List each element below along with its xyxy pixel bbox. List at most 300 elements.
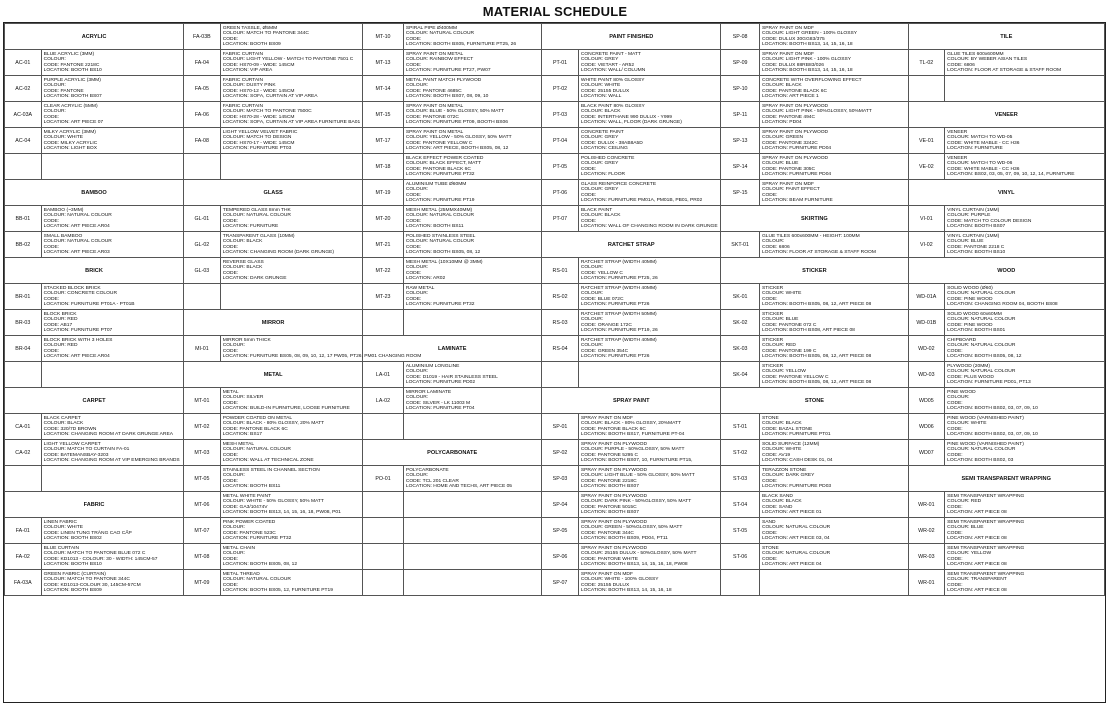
description-line: CODE: (947, 400, 963, 406)
material-description (41, 518, 183, 544)
description-line: CODE: (222, 270, 239, 276)
description-line: CODE: GA3/10474V (222, 504, 268, 510)
description-line: ALUMINIUM LONGLINE (405, 363, 460, 369)
material-code: CA-02 (5, 440, 42, 466)
material-description (578, 440, 720, 466)
material-code: PT-06 (542, 180, 579, 206)
description-line: STICKER (761, 285, 784, 291)
material-code: MT-20 (363, 206, 404, 232)
description-line: LOCATION: FURNITURE PT26 (580, 301, 650, 307)
material-description (41, 414, 183, 440)
material-description (41, 544, 183, 570)
description-line: LOCATION: FURNITURE PT26 (580, 353, 650, 359)
description-line: CODE: 25155 DULUX (580, 88, 630, 94)
empty-description-cell (578, 362, 720, 388)
description-line: CODE: INTERTHANE 990 DULUX - Y999 (580, 114, 672, 120)
material-code: MT-19 (363, 180, 404, 206)
description-line: CODE: (43, 296, 60, 302)
description-line: COLOUR: (580, 343, 604, 349)
material-description (945, 362, 1105, 388)
description-line: CODE: PANTONE 072 C (761, 322, 817, 328)
description-line: COLOUR: WHITE (761, 291, 802, 297)
description-line: LOCATION: BOOTH BS05, 08, 12 (405, 249, 481, 255)
description-line: CODE: KD1013 - COLOUR: 30 - WIDTH: 145CM-57 (43, 556, 158, 562)
material-code: FA-02 (5, 544, 42, 570)
empty-code-cell (542, 362, 579, 388)
description-line: LOCATION: SOFA, CURTAIN AT VIP AREA (222, 93, 318, 99)
material-code: RS-02 (542, 284, 579, 310)
category-heading: TILE (908, 24, 1104, 50)
description-line: COLOUR: YELLOW (761, 369, 806, 375)
description-line: LOCATION: ART PIECE 08 (947, 561, 1007, 567)
description-line: COLOUR: NATURAL COLOUR (405, 213, 475, 219)
description-line: LOCATION: BOOTH BS02, 03, 07, 09, 10 (947, 405, 1038, 411)
description-line: COLOUR: GREEN - 50%GLOSSY, 50% MATT (580, 525, 683, 531)
description-line: LOCATION: ART PIECE 1 (761, 93, 819, 99)
description-line: LOCATION: ART PIECE 08 (947, 535, 1007, 541)
material-code: MT-15 (363, 102, 404, 128)
description-line: COLOUR: (43, 109, 66, 115)
schedule-row (5, 180, 1105, 206)
description-line: COLOUR: MATCH TO PANTONE 7500C (222, 109, 312, 115)
material-description (759, 50, 908, 76)
description-line: CODE: PANTONE 072C (405, 114, 459, 120)
category-heading: LAMINATE (363, 336, 542, 362)
description-line: COLOUR: WHITE - 50% GLOSSY, 50% MATT (222, 499, 324, 505)
material-description (41, 336, 183, 362)
description-line: CODE: ORANGE 172C (580, 322, 632, 328)
material-code: SP-10 (721, 76, 760, 102)
material-description (41, 76, 183, 102)
description-line: METAL (222, 389, 239, 395)
material-code: MT-03 (184, 440, 221, 466)
material-description (945, 414, 1105, 440)
material-code: ST-04 (721, 492, 760, 518)
description-line: SPRAY PAINT ON PLYWOOD (761, 103, 829, 109)
material-code: FA-08 (184, 128, 221, 154)
material-code: SP-08 (721, 24, 760, 50)
description-line: LOCATION: WALL OF CHANGING ROOM IN DARK GRUNGE (580, 223, 718, 229)
material-description (759, 154, 908, 180)
description-line: COLOUR: BLACK (580, 213, 621, 219)
description-line: COLOUR: NATURAL COLOUR (947, 317, 1016, 323)
schedule-row (5, 128, 1105, 154)
material-code: MT-02 (184, 414, 221, 440)
description-line: COLOUR: MATCH TO PANTONE 344C (43, 577, 130, 583)
description-line: COLOUR: BLUE (947, 525, 984, 531)
description-line: CODE: PLUS WOOD (947, 374, 994, 380)
schedule-row (5, 544, 1105, 570)
material-code: PT-07 (542, 206, 579, 232)
empty-code-cell (363, 414, 404, 440)
empty-description-cell (403, 518, 541, 544)
description-line: COLOUR: NATURAL COLOUR (947, 369, 1016, 375)
description-line: CODE: (405, 36, 422, 42)
description-line: SOLID SURFACE (12MM) (761, 441, 820, 447)
description-line: CODE: BLUE 072C (580, 296, 624, 302)
description-line: VINYL CURTAIN (1MM) (947, 233, 1000, 239)
material-code: BR-01 (5, 284, 42, 310)
description-line: MESH METAL (25MMX40MM) (405, 207, 473, 213)
material-code: WD07 (908, 440, 945, 466)
description-line: LOCATION: BOOTH BS05, 08, 12 (222, 561, 298, 567)
description-line: LOCATION: BOOTH BS09 (222, 41, 281, 47)
schedule-row (5, 570, 1105, 596)
description-line: GLASS REINFORCE CONCRETE (580, 181, 657, 187)
material-description (403, 284, 541, 310)
material-description (41, 232, 183, 258)
description-line: BLACK CARPET (43, 415, 81, 421)
material-code: SK-04 (721, 362, 760, 388)
description-line: COLOUR: BLACK (43, 421, 84, 427)
empty-description-cell (403, 492, 541, 518)
material-code: VI-01 (908, 206, 945, 232)
material-description (759, 414, 908, 440)
description-line: STONE (761, 415, 779, 421)
category-heading: BRICK (5, 258, 184, 284)
material-description (220, 102, 362, 128)
description-line: COLOUR: TRANSPARENT (947, 577, 1007, 583)
description-line: LOCATION: BOOTH BS01 (947, 327, 1006, 333)
description-line: WHITE PAINT 80% GLOSSY (580, 77, 645, 83)
material-description (220, 414, 362, 440)
category-heading: CARPET (5, 388, 184, 414)
material-description (759, 310, 908, 336)
description-line: LOCATION: FURNITURE PT19 (405, 197, 475, 203)
material-code: MT-09 (184, 570, 221, 596)
description-line: PINE WOOD (VARNISHED PAINT) (947, 441, 1024, 447)
material-description (220, 76, 362, 102)
material-code: PT-03 (542, 102, 579, 128)
description-line: STONE (761, 545, 779, 551)
schedule-row (5, 24, 1105, 50)
description-line: SPRAY PAINT ON MDF (761, 25, 815, 31)
description-line: COLOUR: DARK GREY (761, 473, 815, 479)
material-description (220, 544, 362, 570)
description-line: COLOUR: BLACK (761, 499, 802, 505)
description-line: LINEN FABRIC (43, 519, 78, 525)
material-description (578, 284, 720, 310)
material-schedule-table (4, 23, 1105, 596)
description-line: STICKER (761, 311, 784, 317)
material-code: PO-01 (363, 466, 404, 492)
description-line: VINYL CURTAIN (1MM) (947, 207, 1000, 213)
material-code: BR-04 (5, 336, 42, 362)
description-line: LOCATION: BOOTH BS07 (580, 483, 639, 489)
description-line: PLYWOOD (20MM) (947, 363, 990, 369)
description-line: CODE: (222, 452, 239, 458)
material-description (403, 102, 541, 128)
description-line: COLOUR: BLUE - 50% GLOSSY, 50% MATT (405, 109, 505, 115)
empty-description-cell (220, 284, 362, 310)
material-code: PT-02 (542, 76, 579, 102)
material-description (578, 310, 720, 336)
description-line: LOCATION: BOOTH BS13, 14, 15, 16, 18 (580, 587, 672, 593)
description-line: SEMI TRANSPARENT WRAPPING (947, 571, 1025, 577)
material-code: LA-02 (363, 388, 404, 414)
empty-description-cell (759, 570, 908, 596)
description-line: LOCATION: FURNITURE PM01A, PM01B, PB01, PR02 (580, 197, 703, 203)
description-line: CODE: (947, 348, 963, 354)
material-description (759, 492, 908, 518)
description-line: COLOUR: DUSTY PINK (222, 83, 276, 89)
description-line: COLOUR: NATURAL COLOUR (222, 213, 291, 219)
description-line: COLOUR: LIGHT PINK - 50%GLOSSY, 50%MATT (761, 109, 872, 115)
description-line: LOCATION: BOOTH BS07, 08, 09, 10 (405, 93, 489, 99)
schedule-row (5, 310, 1105, 336)
description-line: COLOUR: BLACK (222, 265, 263, 271)
material-code: WR-01 (908, 492, 945, 518)
material-description (759, 362, 908, 388)
description-line: COLOUR: (222, 525, 245, 531)
schedule-row (5, 362, 1105, 388)
description-line: CODE: (405, 296, 422, 302)
description-line: CODE: MILKY ACRYLIC (43, 140, 98, 146)
schedule-row (5, 232, 1105, 258)
category-heading: PAINT FINISHED (542, 24, 721, 50)
material-description (41, 570, 183, 596)
description-line: LOCATION: BOOTH BS09, PD04, PT11 (580, 535, 668, 541)
material-code: SK-02 (721, 310, 760, 336)
description-line: SPRAY PAINT ON PLYWOOD (580, 545, 647, 551)
description-line: LOCATION: FURNITURE PD04 (761, 171, 832, 177)
empty-code-cell (908, 76, 945, 102)
description-line: CODE: (580, 192, 597, 198)
description-line: LOCATION: ART PIECE 01 (761, 509, 822, 515)
description-line: LOCATION: BUILD-IN FURNITURE, LOOSE FURNITURE (222, 405, 350, 411)
empty-code-cell (363, 518, 404, 544)
description-line: CONCRETE PAINT - MATT (580, 51, 641, 57)
description-line: LOCATION: BOOTH BS05, 12, FURNITURE PT19 (222, 587, 333, 593)
description-line: SEMI TRANSPARENT WRAPPING (947, 493, 1025, 499)
description-line: COLOUR: NATURAL COLOUR (947, 447, 1016, 453)
description-line: LOCATION: ART PIECE 08 (947, 509, 1007, 515)
material-code: BR-03 (5, 310, 42, 336)
description-line: LOCATION: SOFA, CURTAIN AT VIP AREA FURNITURE BA01 (222, 119, 361, 125)
description-line: COLOUR: WHITE (947, 421, 987, 427)
empty-description-cell (41, 466, 183, 492)
empty-description-cell (403, 310, 541, 336)
description-line: CODE: (222, 478, 239, 484)
description-line: CODE: DULUX 30GG83/375 (761, 36, 825, 42)
schedule-row (5, 76, 1105, 102)
description-line: BLUE ACRYLIC (3MM) (43, 51, 95, 57)
material-description (220, 388, 362, 414)
description-line: CODE: PANTONE BLACK 6C (580, 426, 646, 432)
description-line: COLOUR: MATCH TO DESIGN (222, 135, 292, 141)
category-heading: POLYCARBONATE (363, 440, 542, 466)
material-description (220, 570, 362, 596)
description-line: COLOUR: BLACK - 80% GLOSSY, 20%MATT (580, 421, 681, 427)
description-line: LOCATION: BS02, 03, 05, 07, 09, 10, 12, 14, FURNITURE (947, 171, 1075, 177)
empty-description-cell (403, 570, 541, 596)
material-description (578, 544, 720, 570)
description-line: LOCATION: FURNITURE PT32 (405, 171, 475, 177)
page-title: MATERIAL SCHEDULE (482, 4, 628, 19)
description-line: COLOUR: (405, 187, 429, 193)
schedule-row (5, 336, 1105, 362)
description-line: BLACK SAND (761, 493, 793, 499)
material-description (945, 284, 1105, 310)
material-code: SP-05 (542, 518, 579, 544)
material-code: ST-05 (721, 518, 760, 544)
category-heading: VINYL (908, 180, 1104, 206)
description-line: COLOUR: NATURAL COLOUR (947, 291, 1016, 297)
material-code: PT-01 (542, 50, 579, 76)
material-code: FA-03B (184, 24, 221, 50)
material-code: AC-02 (5, 76, 42, 102)
description-line: COLOUR: LIGHT YELLOW - MATCH TO PANTONE 7501 C (222, 57, 354, 63)
description-line: LOCATION: FLOOR AT STORAGE & STAFF ROOM (761, 249, 876, 255)
description-line: CODE: (405, 244, 422, 250)
description-line: CODE: PANTONE 4685C (405, 88, 462, 94)
material-code: SP-04 (542, 492, 579, 518)
material-description (759, 284, 908, 310)
description-line: CODE: (43, 114, 60, 120)
description-line: LOCATION: BOOTH BS05, 08, 12, ART PIECE 08 (761, 301, 872, 307)
description-line: COLOUR: YELLOW - 50% GLOSSY, 50% MATT (405, 135, 512, 141)
category-heading: ACRYLIC (5, 24, 184, 50)
description-line: CODE: PANTONE 494C (761, 114, 816, 120)
description-line: LOCATION: FURNITURE PT03 (222, 145, 292, 151)
material-description (759, 544, 908, 570)
description-line: MESH METAL (222, 441, 255, 447)
description-line: CODE: DULUX - 38AB8A5D (580, 140, 643, 146)
description-line: CODE: PANTONE (43, 88, 84, 94)
description-line: COLOUR: DARK PINK - 50%GLOSSY, 50% MATT (580, 499, 692, 505)
description-line: COLOUR: WHITE (43, 135, 84, 141)
schedule-row (5, 440, 1105, 466)
category-heading: MIRROR (184, 310, 363, 336)
description-line: LOCATION: HOME AND TECHS, ART PIECE 05 (405, 483, 513, 489)
material-description (220, 336, 422, 362)
description-line: SPRAY PAINT ON METAL (405, 51, 464, 57)
description-line: COLOUR: (405, 265, 429, 271)
material-code: SP-09 (721, 50, 760, 76)
description-line: COLOUR: BLACK - 80% GLOSSY, 20% MATT (222, 421, 325, 427)
description-line: ALUMINIUM TUBE Ø60MM (405, 181, 467, 187)
description-line: CODE: (580, 166, 597, 172)
material-code: FA-01 (5, 518, 42, 544)
material-description (220, 466, 362, 492)
material-code: SP-03 (542, 466, 579, 492)
description-line: COLOUR: BY WEBER ASIAN TILES (947, 57, 1028, 63)
description-line: CODE: (405, 270, 422, 276)
description-line: LOCATION: BOOTH BS10 (43, 67, 102, 73)
description-line: COLOUR: (761, 239, 785, 245)
description-line: CODE: (947, 452, 963, 458)
description-line: LOCATION: FURNITURE PD04 (761, 145, 832, 151)
description-line: FABRIC CURTAIN (222, 51, 264, 57)
description-line: SPRAY PAINT ON PLYWOOD (580, 441, 647, 447)
description-line: COLOUR: (405, 291, 429, 297)
description-line: BLACK PAINT 80% GLOSSY (580, 103, 645, 109)
description-line: LOCATION: BOOTH BS11 (405, 223, 464, 229)
description-line: CODE: PANTONE 344C (580, 530, 634, 536)
description-line: LOCATION: CHANGING ROOM 04, BOOTH BS08 (947, 301, 1058, 307)
description-line: CODE: (947, 530, 963, 536)
material-code: AC-04 (5, 128, 42, 154)
description-line: CODE: (761, 478, 778, 484)
material-code: MT-13 (363, 50, 404, 76)
description-line: LOCATION: ART PIECE 07 (43, 119, 104, 125)
description-line: COLOUR: (947, 395, 970, 401)
description-line: COLOUR: (405, 83, 429, 89)
description-line: CODE: PANTONE 5295 C (580, 452, 639, 458)
description-line: LOCATION: BEAM FURNITURE (761, 197, 833, 203)
material-code: MT-08 (184, 544, 221, 570)
description-line: SAND (761, 519, 776, 525)
description-line: LOCATION: BOOTH BS07 (43, 93, 102, 99)
description-line: METAL WHITE PAINT (222, 493, 271, 499)
description-line: LOCATION: BOOTH BS13, 14, 15, 16, 18 (761, 67, 853, 73)
description-line: CODE: HS70-12 - WIDE: 145CM (222, 88, 295, 94)
material-code: VE-01 (908, 128, 945, 154)
description-line: POWDER COATED ON METAL (222, 415, 293, 421)
material-code: RS-03 (542, 310, 579, 336)
description-line: PURPLE ACRYLIC (3MM) (43, 77, 101, 83)
description-line: COLOUR: BLACK (761, 83, 802, 89)
material-description (945, 232, 1105, 258)
description-line: CODE: WHITE MABLE - CC H36 (947, 166, 1020, 172)
description-line: FABRIC CURTAIN (222, 77, 264, 83)
description-line: CODE: (947, 582, 963, 588)
description-line: CODE: BAZAL STONE (761, 426, 813, 432)
category-heading: SKIRTING (721, 206, 908, 232)
material-description (945, 440, 1105, 466)
material-code: SP-11 (721, 102, 760, 128)
description-line: LOCATION: FURNITURE PT04 (405, 405, 475, 411)
description-line: CODE: PANTONE WHITE (580, 556, 638, 562)
description-line: COLOUR: RED (761, 343, 796, 349)
material-code: PT-05 (542, 154, 579, 180)
description-line: STACKED BLOCK BRICK (43, 285, 101, 291)
schedule-row (5, 206, 1105, 232)
material-description (578, 336, 720, 362)
material-code: SP-15 (721, 180, 760, 206)
material-description (945, 310, 1105, 336)
material-code: BB-02 (5, 232, 42, 258)
description-line: MIRROR 5mm THICK (222, 337, 271, 343)
description-line: LOCATION: FURNITURE PD03 (761, 483, 832, 489)
description-line: CODE: DULUX 88RB83/026 (761, 62, 824, 68)
description-line: CODE: (43, 348, 60, 354)
material-description (578, 180, 720, 206)
description-line: RATCHET STRAP (WIDTH 50MM) (580, 311, 657, 317)
description-line: COLOUR: NATURAL COLOUR (405, 239, 475, 245)
description-line: COLOUR: GREY (580, 187, 619, 193)
description-line: MESH METAL (10X10MM @ 3MM) (405, 259, 483, 265)
description-line: LOCATION: BOOTH BS09 (43, 587, 102, 593)
material-description (220, 492, 362, 518)
description-line: SPRAY PAINT ON PLYWOOD (580, 467, 647, 473)
material-code: VE-02 (908, 154, 945, 180)
description-line: CODE: (580, 218, 597, 224)
description-line: CODE: SAND (761, 504, 793, 510)
description-line: CODE: (222, 244, 239, 250)
description-line: SOLID WOOD 60x60MM (947, 311, 1002, 317)
description-line: VENEER (947, 155, 968, 161)
material-description (759, 76, 908, 102)
material-code: FA-03A (5, 570, 42, 596)
description-line: CODE: PANTONE 3242C (761, 140, 818, 146)
description-line: CODE: (947, 556, 963, 562)
description-line: REVERSE GLASS (222, 259, 264, 265)
empty-code-cell (184, 284, 221, 310)
description-line: COLOUR: PURPLE (947, 213, 991, 219)
description-line: LOCATION: BOOTH BS05, 08, 12, ART PIECE 08 (761, 379, 872, 385)
description-line: VENEER (947, 129, 968, 135)
